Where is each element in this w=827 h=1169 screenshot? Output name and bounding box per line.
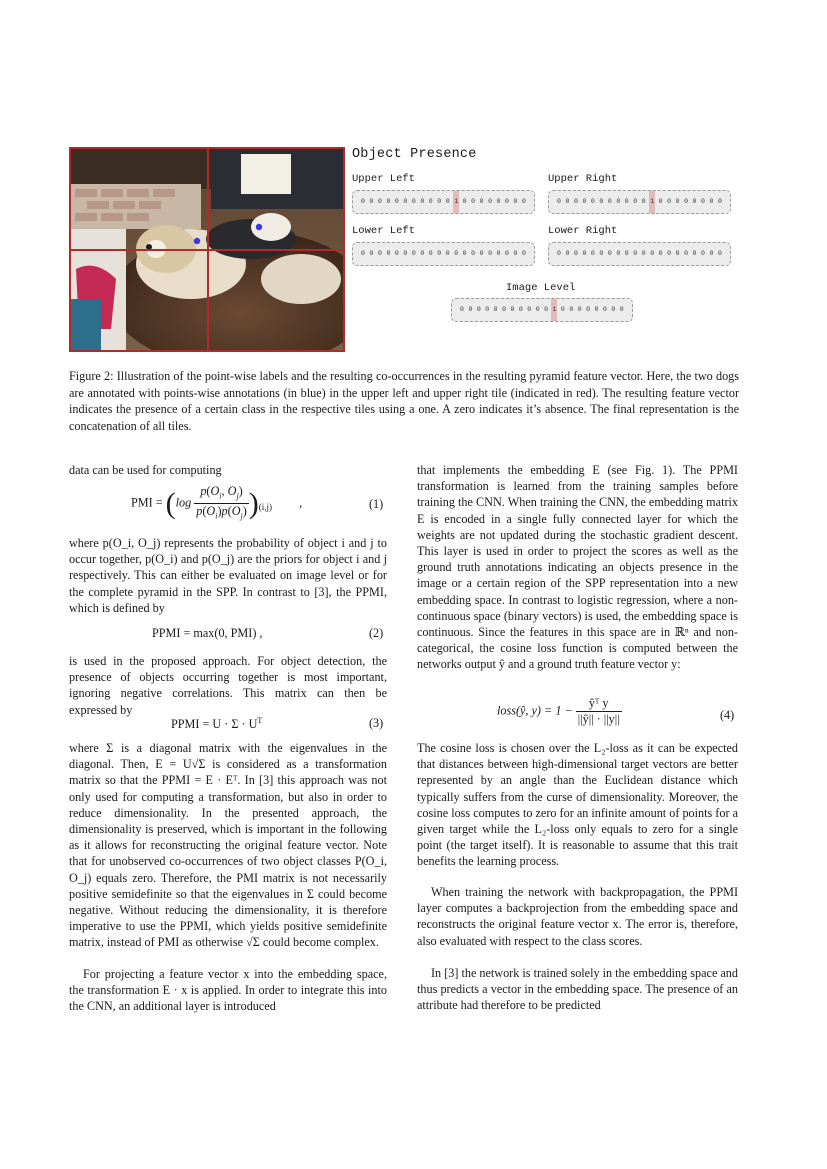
vector-bit: 0	[386, 250, 391, 257]
left-col-p2: is used in the proposed approach. For object detection, the presence of objects occurring together is most important, ignoring negative correlations. This matrix can then be expressed by	[69, 654, 387, 717]
vector-bit: 0	[479, 250, 484, 257]
vector-bit: 0	[667, 198, 672, 205]
feature-vector-image-level	[451, 298, 633, 322]
vector-bit: 1	[453, 191, 459, 213]
vector-bit: 0	[717, 198, 722, 205]
vector-bit: 0	[565, 250, 570, 257]
right-col-p4	[417, 965, 738, 1014]
vector-bit: 0	[590, 198, 595, 205]
vector-bit: 0	[616, 250, 621, 257]
tile-label-lower-right: Lower Right	[548, 225, 618, 237]
vector-bit: 0	[590, 250, 595, 257]
figure-caption: Figure 2: Illustration of the point-wise labels and the resulting co-occurrences in the resulting pyramid feature vector. Here, the two dogs are annotated with points-wise annotations (in blue) in the upper left and upper right tile (indicated in red). The resulting feature vector indicates the presence of a certain class in the respective tiles using a one. A zero indicates it’s absence. The final representation is the concatenation of all tiles.	[69, 369, 739, 433]
tile-label-upper-right: Upper Right	[548, 173, 618, 185]
vector-bit: 0	[471, 198, 476, 205]
vector-bit: 0	[377, 198, 382, 205]
right-col-p2: The cosine loss is chosen over the L₂-loss as it can be expected that distances between high-dimensional target vectors are better represented by an angle than the Euclidean distance which typically suffers from the curse of dimensionality. Moreover, the cosine loss computes to zero for an infinite amount of points for a given target while the L₂-loss only equals to zero for a single point (the target itself). It is reasonable to assume that this trait benefits the learning process.	[417, 741, 738, 869]
vector-bit: 0	[527, 306, 532, 313]
vector-bit: 0	[403, 198, 408, 205]
vector-bit: 0	[420, 198, 425, 205]
vector-bit: 0	[569, 306, 574, 313]
feature-vector-lower-left	[352, 242, 535, 266]
vector-bit: 0	[616, 198, 621, 205]
equation-1: PMI = (log $\frac{p(O_i, O_j)}{p(O_i)p(O_j)}$ )$_{(i,j)}$ ,	[131, 484, 303, 521]
vector-bit: 0	[428, 198, 433, 205]
eq4-number: (4)	[720, 708, 735, 722]
vector-bit: 0	[633, 250, 638, 257]
vector-bit: 0	[386, 198, 391, 205]
vector-bit: 0	[709, 250, 714, 257]
vector-bit: 0	[607, 198, 612, 205]
eq4-lhs: loss(ŷ, y) = 1 −	[497, 703, 573, 718]
eq1-label: PMI =	[131, 495, 163, 510]
vector-bit: 0	[445, 250, 450, 257]
vector-bit: 0	[485, 306, 490, 313]
vector-bit: 0	[437, 198, 442, 205]
vector-bit: 0	[462, 198, 467, 205]
vector-bit: 0	[496, 198, 501, 205]
vector-bit: 0	[675, 198, 680, 205]
vector-bit: 0	[582, 198, 587, 205]
vector-bit: 0	[369, 198, 374, 205]
vector-bit: 0	[535, 306, 540, 313]
vector-bit: 0	[675, 250, 680, 257]
vector-bit: 0	[479, 198, 484, 205]
vector-bit: 1	[649, 191, 655, 213]
vector-bit: 0	[411, 198, 416, 205]
vector-bit: 0	[667, 250, 672, 257]
equation-2: PPMI = max(0, PMI) ,	[152, 626, 263, 640]
vector-bit: 0	[641, 198, 646, 205]
vector-bit: 0	[573, 198, 578, 205]
eq3-number: (3)	[369, 716, 384, 730]
vector-bit: 0	[394, 198, 399, 205]
left-col-p4-text: For projecting a feature vector x into the embedding space, the transformation E · x is applied. In order to integrate this into the CNN, an additional layer is introduced	[69, 967, 387, 1014]
vector-bit: 0	[602, 306, 607, 313]
tile-grid-horizontal	[71, 249, 343, 251]
vector-bit: 0	[599, 198, 604, 205]
vector-bit: 0	[369, 250, 374, 257]
vector-bit: 0	[684, 250, 688, 257]
vector-bit: 0	[692, 250, 697, 257]
vector-bit: 0	[437, 250, 442, 257]
vector-bit: 0	[544, 306, 549, 313]
vector-bit: 0	[582, 250, 587, 257]
vector-bit: 0	[505, 250, 509, 257]
vector-bit: 0	[488, 250, 492, 257]
eq4-denominator: ||ŷ|| · ||y||	[577, 712, 620, 726]
vector-bit: 0	[420, 250, 425, 257]
feature-vector-lower-right	[548, 242, 731, 266]
vector-bit: 0	[573, 250, 578, 257]
right-col-p1: that implements the embedding E (see Fig. 1). The PPMI transformation is learned from the training samples before training the CNN. When training the CNN, the embedding matrix E is encoded in a single fully connected layer for which the weights are not updated during the stochastic gradient descent. This layer is used in order to project the scores as well as the ground truth annotations indicating an objects presence in the image or a certain region of the SPP representation into a new embedding space. In contrast to logistic regression, where a non-continuous space (binary vectors) is used, the embedding space is continuous. Since the features in this space are in ℝⁿ and non-categorical, the cosine loss function is computed between the networks output ŷ and a ground truth feature vector y:	[417, 463, 738, 672]
vector-bit: 0	[521, 198, 526, 205]
vector-bit: 0	[619, 306, 624, 313]
left-col-p1: where p(O_i, O_j) represents the probability of object i and j to occur together, p(O_i) and p(O_j) are the priors for object i and j respectively. This can either be evaluated on image level or for the complete pyramid in the SPP. In contrast to [3], the PPMI, which is defined by	[69, 536, 387, 615]
vector-bit: 0	[493, 306, 498, 313]
vector-bit: 0	[361, 198, 365, 205]
annotation-point	[256, 224, 262, 230]
vector-bit: 0	[510, 306, 515, 313]
right-col-p3-text: When training the network with backpropagation, the PPMI layer computes a backprojection from the embedding space and reconstructs the original feature vector x. The error is, therefore, also evaluated with respect to the class scores.	[417, 885, 738, 948]
vector-bit: 0	[513, 250, 518, 257]
eq1-subscript: (i,j)	[258, 502, 273, 513]
eq1-number: (1)	[369, 497, 384, 511]
vector-bit: 0	[394, 250, 399, 257]
vector-bit: 0	[611, 306, 616, 313]
dog-photo	[69, 147, 345, 352]
vector-bit: 0	[709, 198, 714, 205]
vector-bit: 0	[428, 250, 433, 257]
vector-bit: 0	[454, 250, 459, 257]
vector-bit: 0	[658, 198, 663, 205]
right-col-p3	[417, 884, 738, 949]
right-col-p4-text: In [3] the network is trained solely in the embedding space and thus predicts a vector in the embedding space. The presence of an attribute had therefore to be predicted	[417, 966, 738, 1013]
vector-bit: 0	[445, 198, 450, 205]
vector-bit: 0	[521, 250, 526, 257]
image-level-label: Image Level	[506, 282, 576, 294]
vector-bit: 0	[476, 306, 481, 313]
vector-bit: 0	[658, 250, 663, 257]
feature-vector-upper-left	[352, 190, 535, 214]
tile-label-lower-left: Lower Left	[352, 225, 416, 237]
vector-bit: 0	[518, 306, 523, 313]
vector-bit: 0	[577, 306, 582, 313]
left-col-p4	[69, 966, 387, 1015]
vector-bit: 0	[513, 198, 518, 205]
vector-bit: 0	[557, 198, 561, 205]
vector-bit: 0	[633, 198, 638, 205]
eq1-log: log	[175, 495, 192, 510]
vector-bit: 0	[624, 250, 629, 257]
figure-title: Object Presence	[352, 147, 477, 162]
feature-vector-upper-right	[548, 190, 731, 214]
vector-bit: 0	[701, 198, 705, 205]
vector-bit: 0	[403, 250, 408, 257]
vector-bit: 0	[462, 250, 467, 257]
eq1-comma: ,	[299, 495, 303, 510]
vector-bit: 0	[586, 306, 591, 313]
eq2-number: (2)	[369, 626, 384, 640]
equation-4	[497, 696, 622, 727]
eq4-numerator: ŷᵀ y	[576, 696, 622, 712]
vector-bit: 0	[624, 198, 629, 205]
left-col-intro: data can be used for computing	[69, 463, 222, 477]
equation-3	[171, 716, 262, 732]
eq3-body: PPMI = U · Σ · U	[171, 717, 258, 732]
eq3-sup: T	[257, 716, 263, 725]
vector-bit: 0	[557, 250, 561, 257]
vector-bit: 0	[641, 250, 646, 257]
vector-bit: 0	[560, 306, 565, 313]
vector-bit: 0	[701, 250, 705, 257]
vector-bit: 0	[488, 198, 492, 205]
vector-bit: 0	[496, 250, 501, 257]
vector-bit: 0	[650, 250, 655, 257]
vector-bit: 0	[717, 250, 722, 257]
tile-label-upper-left: Upper Left	[352, 173, 416, 185]
vector-bit: 1	[551, 299, 557, 321]
vector-bit: 0	[502, 306, 506, 313]
vector-bit: 0	[594, 306, 599, 313]
vector-bit: 0	[460, 306, 464, 313]
vector-bit: 0	[505, 198, 509, 205]
vector-bit: 0	[684, 198, 688, 205]
vector-bit: 0	[607, 250, 612, 257]
annotation-point	[194, 238, 200, 244]
vector-bit: 0	[471, 250, 476, 257]
vector-bit: 0	[411, 250, 416, 257]
vector-bit: 0	[565, 198, 570, 205]
left-col-p3: where Σ is a diagonal matrix with the eigenvalues in the diagonal. Then, E = U√Σ is considered as a transformation matrix so that the PPMI = E · Eᵀ. In [3] this approach was not only used for computing a transformation, but also in order to reduce dimensionality. In the presented approach, the dimensionality is preserved, which is important in the following as it allows for reconstructing the original feature vector. Note that for unobserved co-occurrences of two object classes P(O_i, O_j) equals zero. Therefore, the PMI matrix is not necessarily positive semidefinite so that the eigenvalues in Σ could become negative. Without reducing the dimensionality, it is therefore imperative to use the PPMI, which yields positive semidefinite matrix, instead of PMI as otherwise √Σ could become complex.	[69, 741, 387, 950]
vector-bit: 0	[361, 250, 365, 257]
vector-bit: 0	[692, 198, 697, 205]
vector-bit: 0	[468, 306, 473, 313]
vector-bit: 0	[599, 250, 604, 257]
vector-bit: 0	[377, 250, 382, 257]
